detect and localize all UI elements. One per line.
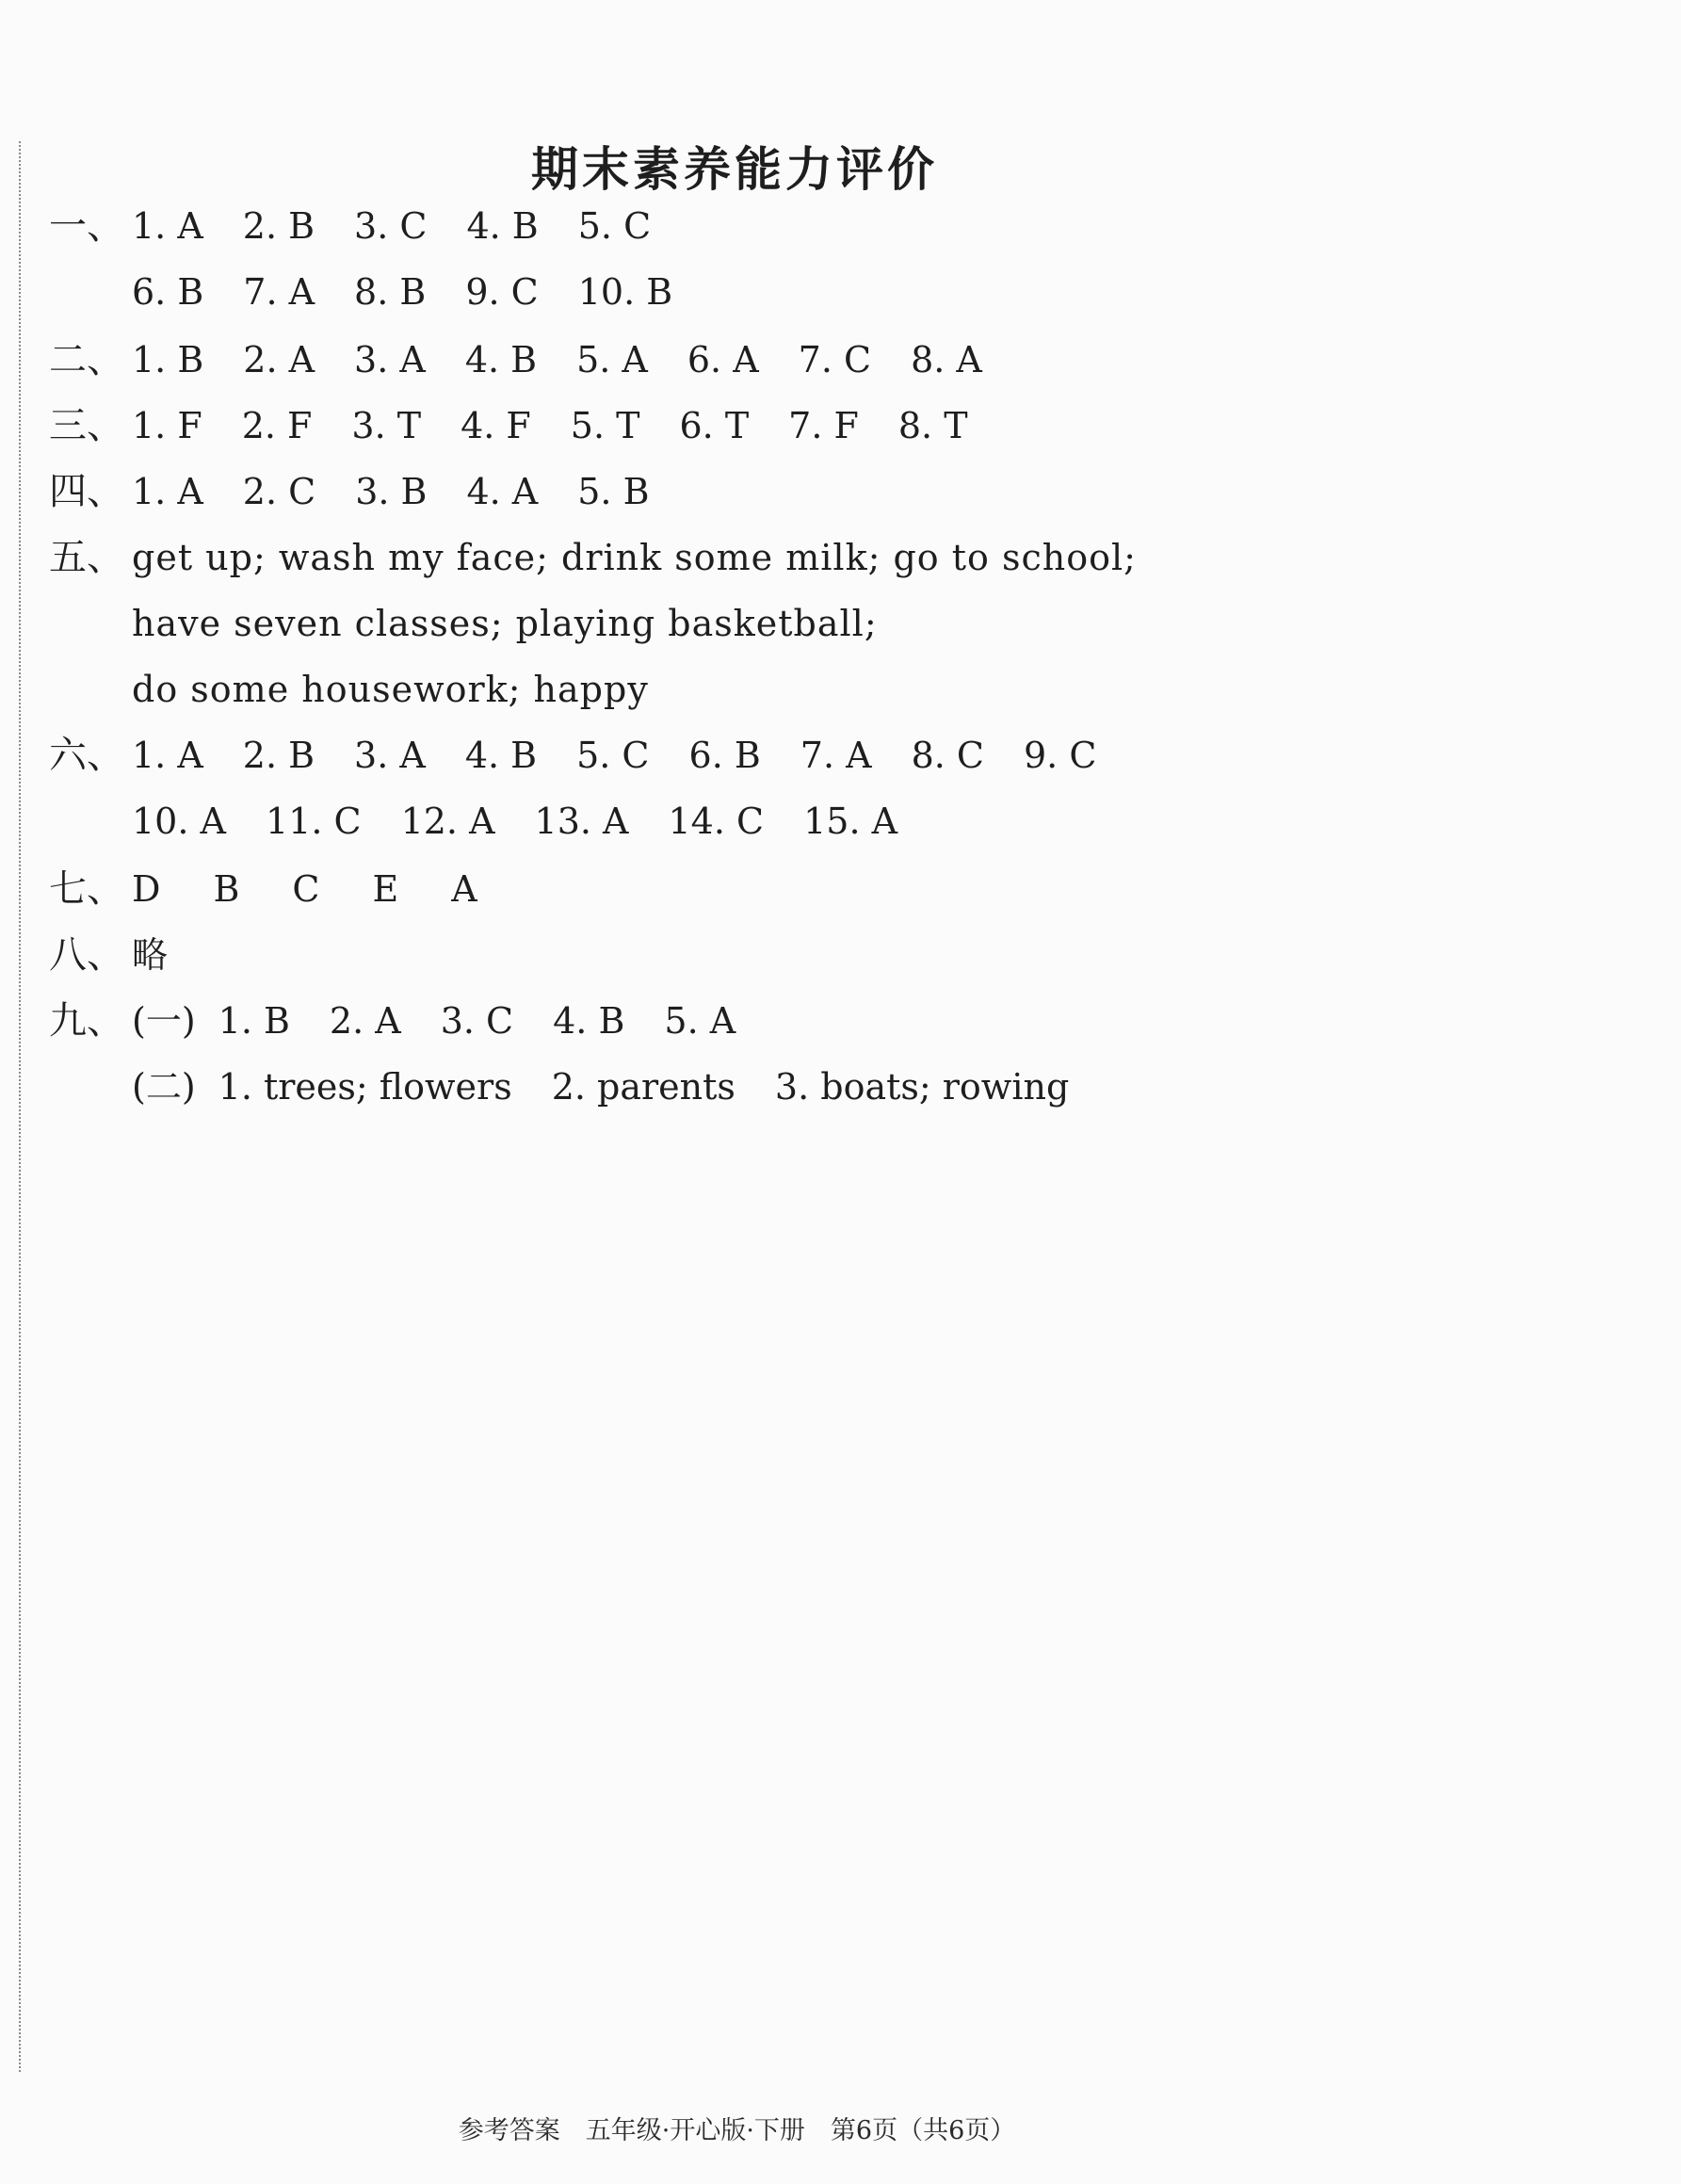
answer-item: 5. T (570, 405, 640, 446)
answer-item: 2. B (242, 735, 315, 776)
answer-item: 2. A (243, 339, 315, 380)
answer-item: 9. C (1023, 735, 1097, 776)
answer-text: 略 (132, 934, 170, 976)
answer-item: A (451, 868, 477, 910)
section-9-line-1 (49, 993, 775, 1049)
section-4-line-1 (49, 463, 689, 520)
answer-item: 8. B (354, 271, 427, 313)
answer-item: 1. B (132, 339, 204, 380)
answer-item: 1. A (132, 471, 203, 512)
answer-item: 11. C (265, 801, 362, 842)
answer-item: 5. A (664, 1000, 736, 1042)
answer-items (132, 405, 1008, 446)
answer-item: 6. B (132, 271, 204, 313)
section-label: 五、 (49, 536, 124, 579)
section-label: 八、 (49, 933, 124, 977)
section-3-line-1 (49, 397, 1008, 454)
answer-item: 4. B (553, 1000, 625, 1042)
section-8-line-1 (49, 927, 169, 983)
section-5-line-2 (49, 595, 878, 652)
answer-item: 3. C (440, 1000, 514, 1042)
answer-item: 3. A (354, 735, 426, 776)
binding-dotted-line (19, 141, 21, 2072)
answer-item: 1. A (132, 205, 203, 247)
answer-item: 10. A (132, 801, 226, 842)
answer-item: 2. A (329, 1000, 401, 1042)
answer-item: 5. C (576, 735, 650, 776)
section-5-line-1 (49, 529, 1137, 586)
section-label: 三、 (49, 404, 124, 447)
section-label: 一、 (49, 204, 124, 248)
section-1-line-2 (49, 264, 712, 320)
answer-item: 8. A (911, 339, 982, 380)
answer-item: 1. trees; flowers (218, 1066, 512, 1108)
answer-item: 2. C (242, 471, 316, 512)
answer-item: 4. B (466, 205, 539, 247)
answer-items (132, 471, 689, 512)
answer-item: 4. B (464, 339, 538, 380)
answer-text: get up; wash my face; drink some milk; go to school; (132, 537, 1137, 578)
answer-item: 3. T (351, 405, 422, 446)
answer-item: 2. F (241, 405, 313, 446)
answer-item: 7. A (800, 735, 872, 776)
answer-item: 1. F (132, 405, 202, 446)
answer-item: 15. A (803, 801, 898, 842)
section-6-line-2 (49, 793, 937, 849)
section-label: 六、 (49, 734, 124, 777)
answer-items (218, 1066, 1109, 1108)
answer-item: D (132, 868, 161, 910)
section-9-line-2 (49, 1059, 1108, 1115)
answer-item: 7. C (798, 339, 872, 380)
section-label: 七、 (49, 867, 124, 911)
section-label: 二、 (49, 338, 124, 381)
answer-item: 8. T (897, 405, 968, 446)
answer-item: 1. A (132, 735, 203, 776)
answer-items (132, 205, 690, 247)
page-title: 期末素养能力评价 (531, 142, 938, 197)
answer-item: 7. F (788, 405, 859, 446)
section-7-line-1 (49, 861, 530, 917)
section-2-line-1 (49, 332, 1022, 388)
subsection-label: (一) (132, 1000, 196, 1042)
section-label: 九、 (49, 999, 124, 1043)
section-label: 四、 (49, 470, 124, 513)
answer-item: C (292, 868, 320, 910)
answer-item: 4. B (464, 735, 538, 776)
answer-items (218, 1000, 776, 1042)
answer-item: 2. parents (551, 1066, 735, 1108)
subsection-label: (二) (132, 1066, 196, 1108)
answer-item: 1. B (218, 1000, 290, 1042)
answer-text: do some housework; happy (132, 669, 649, 710)
answer-item: 13. A (534, 801, 629, 842)
answer-items (132, 801, 937, 842)
section-1-line-1 (49, 198, 690, 254)
answer-item: 3. B (355, 471, 428, 512)
answer-item: 6. A (687, 339, 759, 380)
answer-item: 3. boats; rowing (774, 1066, 1070, 1108)
answer-item: 4. F (461, 405, 531, 446)
answer-item: 2. B (242, 205, 315, 247)
answer-item: 8. C (911, 735, 984, 776)
answer-items (132, 868, 530, 910)
answer-item: 7. A (243, 271, 315, 313)
answer-items (132, 271, 712, 313)
answer-items (132, 339, 1022, 380)
section-6-line-1 (49, 727, 1136, 784)
answer-item: 5. A (576, 339, 648, 380)
answer-item: 6. T (679, 405, 750, 446)
answer-item: 9. C (465, 271, 539, 313)
section-5-line-3 (49, 661, 649, 718)
answer-item: 4. A (466, 471, 539, 512)
answer-item: 6. B (688, 735, 761, 776)
answer-item: 12. A (400, 801, 495, 842)
answer-text: have seven classes; playing basketball; (132, 603, 878, 644)
answer-item: 5. B (577, 471, 650, 512)
answer-item: 14. C (668, 801, 765, 842)
answer-item: E (372, 868, 399, 910)
answer-items (132, 735, 1136, 776)
answer-item: 5. C (577, 205, 652, 247)
answer-item: B (213, 868, 240, 910)
answer-item: 3. C (354, 205, 428, 247)
answer-item: 10. B (577, 271, 673, 313)
answer-item: 3. A (354, 339, 426, 380)
page-footer: 参考答案 五年级·开心版·下册 第6页（共6页） (458, 2116, 1016, 2145)
